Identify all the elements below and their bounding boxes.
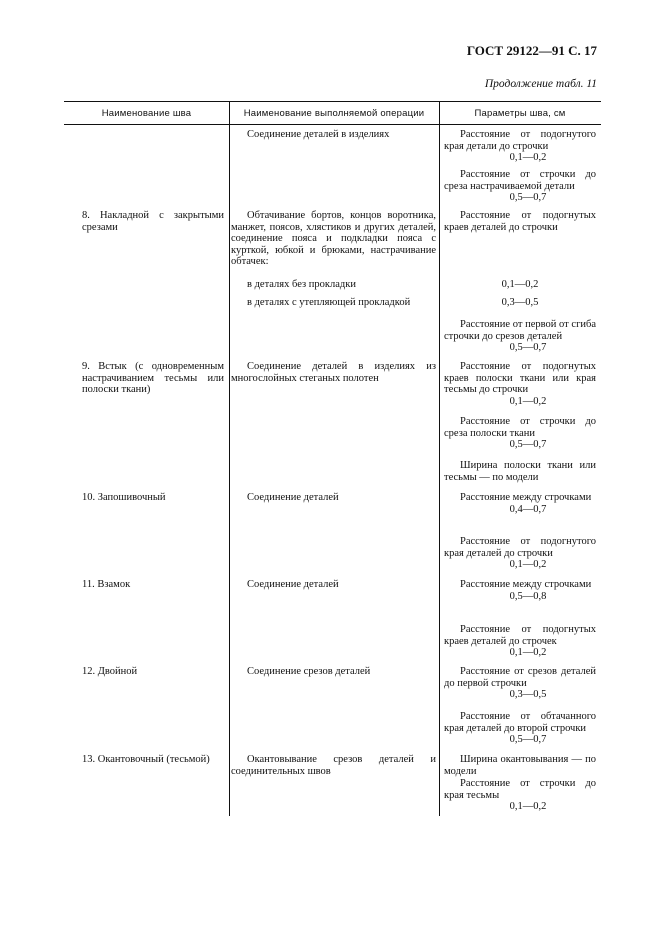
table-continuation-label: Продолжение табл. 11 <box>484 78 597 90</box>
row10-operation: Соединение деталей <box>247 492 339 503</box>
page-header: ГОСТ 29122—91 С. 17 <box>466 43 597 58</box>
row10-param2-value: 0,1—0,2 <box>509 559 547 571</box>
row13-param2-value: 0,1—0,2 <box>509 801 547 813</box>
row9-param1-value: 0,1—0,2 <box>509 395 547 407</box>
row13-param2: Расстояние от строчки до края тесьмы 0,1—0,2 <box>444 778 596 813</box>
column-divider-2 <box>439 101 440 816</box>
row0-param2-value: 0,5—0,7 <box>509 192 547 204</box>
row11-param1: Расстояние между строчками 0,5—0,8 <box>444 579 596 602</box>
row9-operation: Соединение деталей в изделиях из многослойных стеганых полотен <box>231 361 436 384</box>
row0-param1-value: 0,1—0,2 <box>509 152 547 164</box>
column-divider-1 <box>229 101 230 816</box>
row13-param1: Ширина окантовывания — по модели <box>444 754 596 777</box>
row9-param2-value: 0,5—0,7 <box>509 439 547 451</box>
row0-param2: Расстояние от строчки до среза настрачиваемой детали 0,5—0,7 <box>444 169 596 204</box>
row9-seam-name: 9. Встык (с одновременным настрачиванием тесьмы или полоски ткани) <box>82 361 224 396</box>
row12-param2: Расстояние от обтачанного края деталей до второй строчки 0,5—0,7 <box>444 711 596 746</box>
row13-operation: Окантовывание срезов деталей и соединительных швов <box>231 754 436 777</box>
table-header-rule <box>64 124 601 125</box>
row10-param1: Расстояние между строчками 0,4—0,7 <box>444 492 596 515</box>
row9-param1: Расстояние от подогнутых краев полоски ткани или края тесьмы до строчки 0,1—0,2 <box>444 361 596 407</box>
row9-param2: Расстояние от строчки до среза полоски ткани 0,5—0,7 <box>444 416 596 451</box>
column-header-seam-name: Наименование шва <box>101 108 192 119</box>
row0-param1: Расстояние от подогнутого края детали до строчки 0,1—0,2 <box>444 129 596 164</box>
row8-param2: Расстояние от первой от сгиба строчки до срезов деталей 0,5—0,7 <box>444 319 596 354</box>
column-header-parameters: Параметры шва, см <box>474 108 566 119</box>
table-top-rule <box>64 101 601 102</box>
row8-operation: Обтачивание бортов, концов воротника, манжет, поясов, хлястиков и других деталей, соединение пояса и подкладки пояса с курткой, юбкой и брюками, настрачивание обтачек: <box>231 210 436 268</box>
row8-sub1-label: в деталях без прокладки <box>247 279 356 290</box>
row12-seam-name: 12. Двойной <box>82 666 138 677</box>
row10-param2: Расстояние от подогнутого края деталей до строчки 0,1—0,2 <box>444 536 596 571</box>
row10-param1-value: 0,4—0,7 <box>509 503 547 515</box>
row11-param2-value: 0,1—0,2 <box>509 647 547 659</box>
column-header-operation: Наименование выполняемой операции <box>243 108 425 119</box>
row8-sub1-value: 0,1—0,2 <box>501 279 539 290</box>
row13-seam-name: 13. Окантовочный (тесьмой) <box>82 754 210 765</box>
row8-param1: Расстояние от подогнутых краев деталей до строчки <box>444 210 596 233</box>
row12-param1: Расстояние от срезов деталей до первой строчки 0,3—0,5 <box>444 666 596 701</box>
row9-param3: Ширина полоски ткани или тесьмы — по модели <box>444 460 596 483</box>
row8-sub2-value: 0,3—0,5 <box>501 297 539 308</box>
row0-operation: Соединение деталей в изделиях <box>247 129 390 140</box>
row11-seam-name: 11. Взамок <box>82 579 131 590</box>
row8-seam-name: 8. Накладной с закрытыми срезами <box>82 210 224 233</box>
row11-operation: Соединение деталей <box>247 579 339 590</box>
row8-sub2-label: в деталях с утепляющей прокладкой <box>247 297 411 308</box>
row12-param1-value: 0,3—0,5 <box>509 689 547 701</box>
row11-param2: Расстояние от подогнутых краев деталей до строчек 0,1—0,2 <box>444 624 596 659</box>
row10-seam-name: 10. Запошивочный <box>82 492 166 503</box>
row12-param2-value: 0,5—0,7 <box>509 734 547 746</box>
row12-operation: Соединение срезов деталей <box>247 666 371 677</box>
row11-param1-value: 0,5—0,8 <box>509 590 547 602</box>
row8-param2-value: 0,5—0,7 <box>509 342 547 354</box>
